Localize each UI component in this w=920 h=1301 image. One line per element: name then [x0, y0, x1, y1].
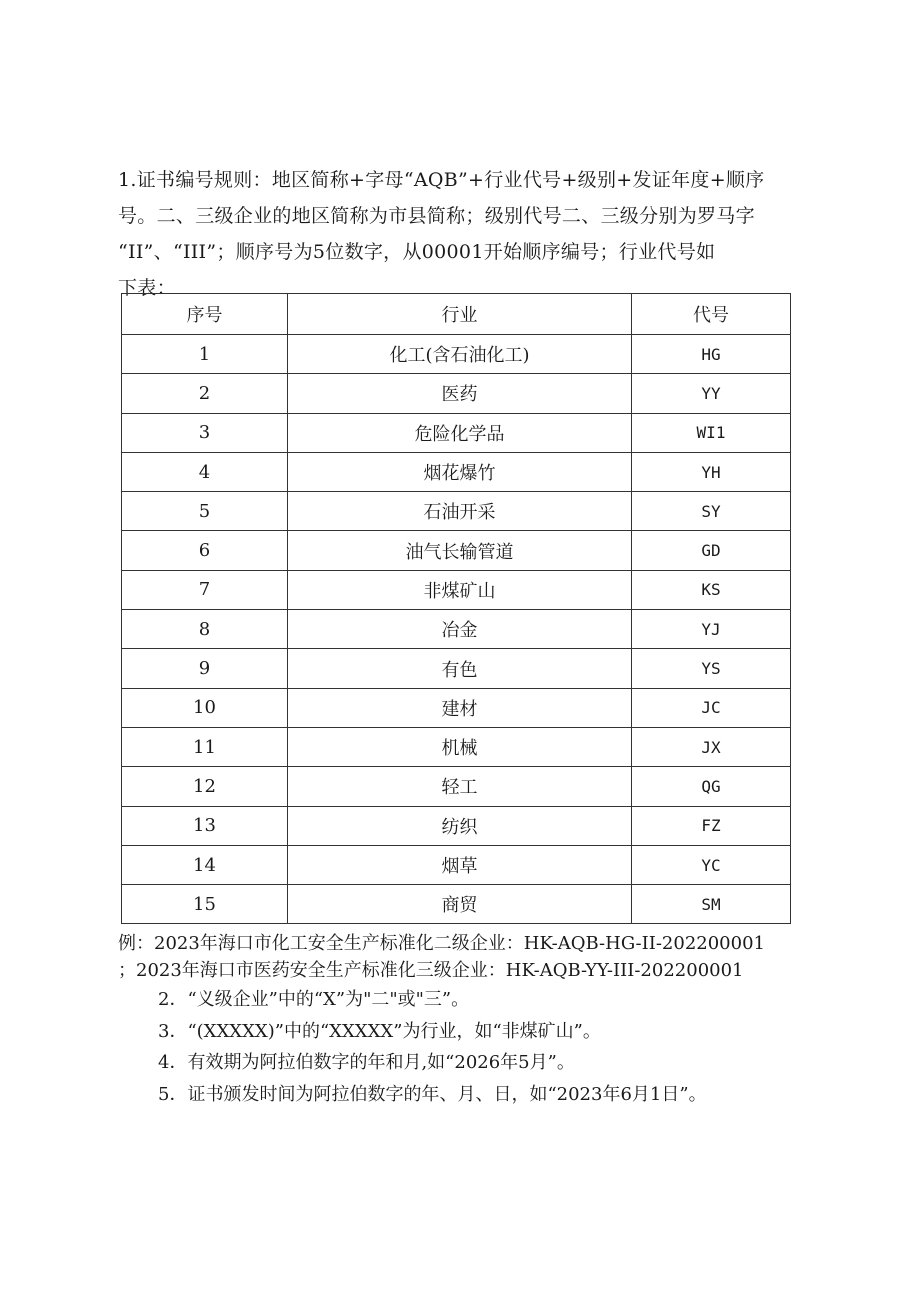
example-block: [118, 930, 818, 984]
table-header-row: [122, 294, 791, 335]
table-row: [122, 845, 791, 884]
intro-line: 下表：: [118, 277, 176, 299]
table-row: [122, 649, 791, 688]
cell-code: JC: [632, 688, 791, 727]
intro-line: 号。二、三级企业的地区简称为市县简称；级别代号二、三级分别为罗马字: [118, 205, 755, 227]
cell-code: WI1: [632, 413, 791, 452]
cell-industry: 商贸: [288, 885, 632, 924]
cell-serial: 6: [122, 531, 288, 570]
cell-code: KS: [632, 570, 791, 609]
cell-serial: 12: [122, 767, 288, 806]
cell-industry: 纺织: [288, 806, 632, 845]
cell-serial: 9: [122, 649, 288, 688]
intro-line: 1.证书编号规则：地区简称+字母“AQB”+行业代号+级别+发证年度+顺序: [118, 169, 765, 191]
cell-serial: 15: [122, 885, 288, 924]
cell-serial: 8: [122, 610, 288, 649]
table-row: [122, 335, 791, 374]
cell-serial: 7: [122, 570, 288, 609]
cell-industry: 有色: [288, 649, 632, 688]
cell-industry: 化工(含石油化工): [288, 335, 632, 374]
table-row: [122, 374, 791, 413]
cell-industry: 冶金: [288, 610, 632, 649]
cell-serial: 1: [122, 335, 288, 374]
table-row: [122, 492, 791, 531]
table-row: [122, 885, 791, 924]
cell-code: YH: [632, 452, 791, 491]
cell-code: YY: [632, 374, 791, 413]
cell-code: YC: [632, 845, 791, 884]
cell-industry: 建材: [288, 688, 632, 727]
cell-serial: 14: [122, 845, 288, 884]
cell-industry: 烟草: [288, 845, 632, 884]
table-row: [122, 688, 791, 727]
header-code: 代号: [632, 294, 791, 335]
example-line: ；2023年海口市医药安全生产标准化三级企业：HK-AQB-YY-III-202200001: [118, 960, 744, 981]
table-row: [122, 570, 791, 609]
industry-code-table: [121, 293, 791, 924]
cell-code: JX: [632, 727, 791, 766]
intro-paragraph: [118, 162, 798, 306]
cell-code: FZ: [632, 806, 791, 845]
table-row: [122, 452, 791, 491]
cell-industry: 医药: [288, 374, 632, 413]
table-row: [122, 806, 791, 845]
example-line: 例：2023年海口市化工安全生产标准化二级企业：HK-AQB-HG-II-202200001: [118, 933, 765, 954]
cell-industry: 非煤矿山: [288, 570, 632, 609]
cell-serial: 2: [122, 374, 288, 413]
notes-block: [118, 984, 798, 1110]
cell-code: GD: [632, 531, 791, 570]
cell-industry: 危险化学品: [288, 413, 632, 452]
table-row: [122, 727, 791, 766]
table-row: [122, 413, 791, 452]
cell-serial: 3: [122, 413, 288, 452]
cell-industry: 油气长输管道: [288, 531, 632, 570]
note-item: 3．“(XXXXX)”中的“XXXXX”为行业，如“非煤矿山”。: [158, 1020, 601, 1042]
table-row: [122, 610, 791, 649]
cell-serial: 10: [122, 688, 288, 727]
header-industry: 行业: [288, 294, 632, 335]
cell-serial: 4: [122, 452, 288, 491]
cell-serial: 13: [122, 806, 288, 845]
intro-line: “II”、“III”；顺序号为5位数字，从00001开始顺序编号；行业代号如: [118, 241, 716, 263]
cell-code: SY: [632, 492, 791, 531]
table-row: [122, 531, 791, 570]
cell-industry: 烟花爆竹: [288, 452, 632, 491]
table-body: [122, 335, 791, 924]
cell-code: QG: [632, 767, 791, 806]
cell-code: HG: [632, 335, 791, 374]
note-item: 5．证书颁发时间为阿拉伯数字的年、月、日，如“2023年6月1日”。: [158, 1083, 707, 1105]
industry-code-table-wrapper: [121, 293, 790, 924]
header-serial: 序号: [122, 294, 288, 335]
cell-industry: 石油开采: [288, 492, 632, 531]
cell-code: SM: [632, 885, 791, 924]
cell-industry: 机械: [288, 727, 632, 766]
cell-code: YS: [632, 649, 791, 688]
note-item: 4．有效期为阿拉伯数字的年和月,如“2026年5月”。: [158, 1052, 575, 1073]
cell-serial: 5: [122, 492, 288, 531]
cell-serial: 11: [122, 727, 288, 766]
cell-industry: 轻工: [288, 767, 632, 806]
table-row: [122, 767, 791, 806]
cell-code: YJ: [632, 610, 791, 649]
note-item: 2．“义级企业”中的“X”为"二"或"三”。: [158, 989, 470, 1010]
